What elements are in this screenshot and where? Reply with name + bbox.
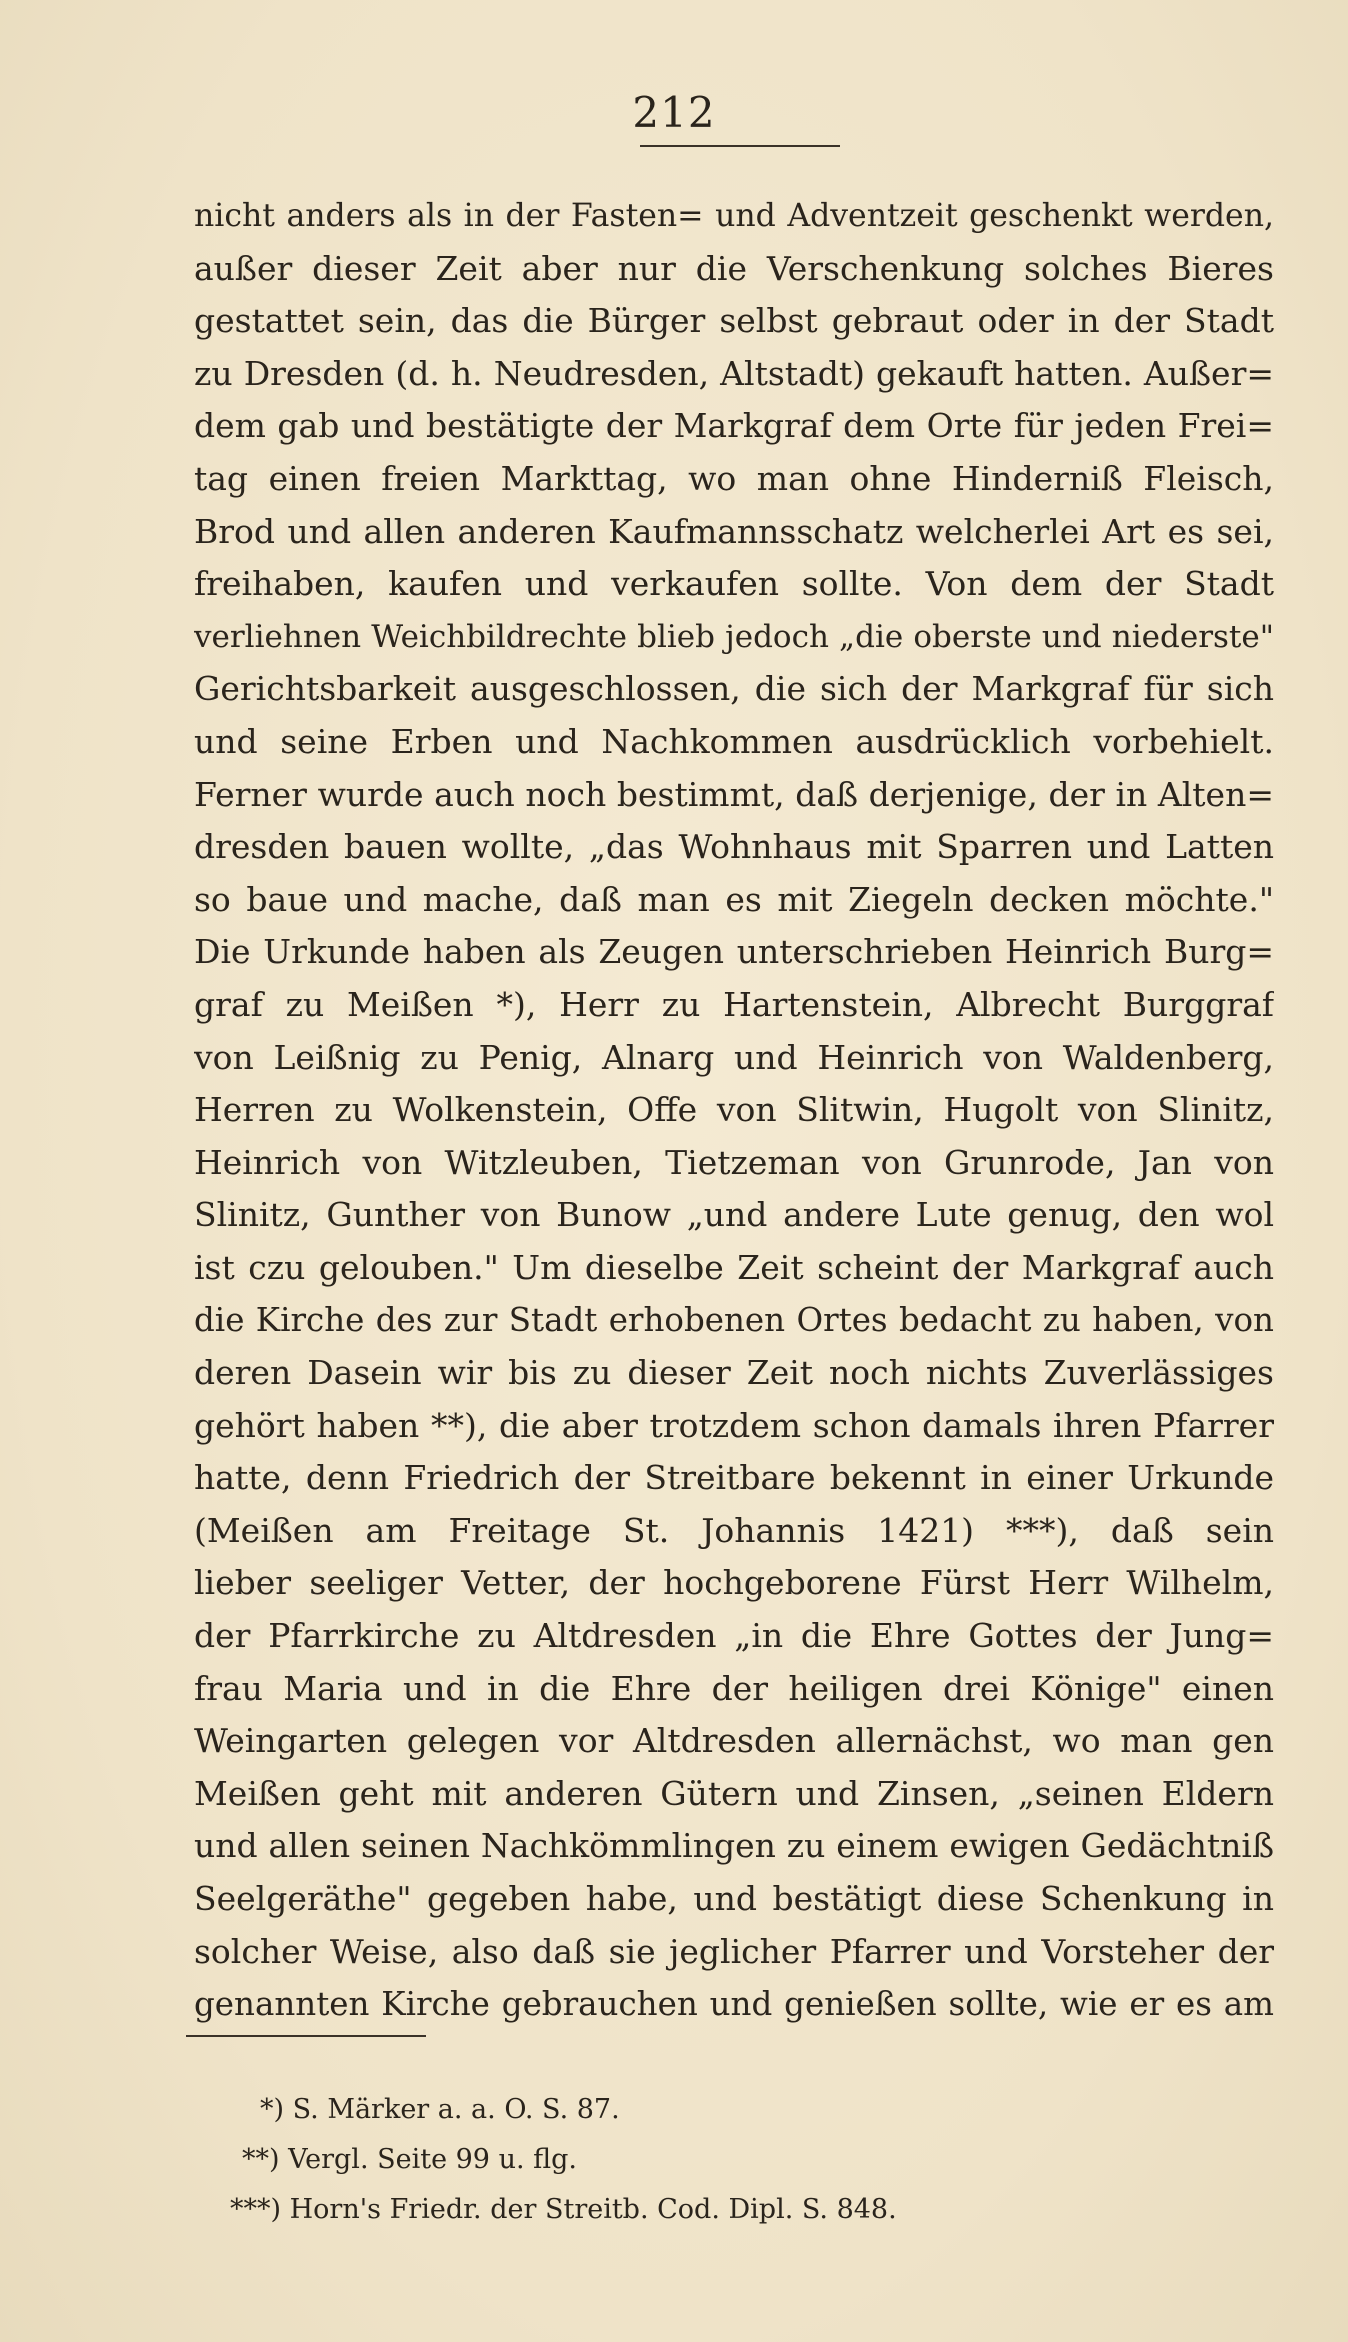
footnote-1: *) S. Märker a. a. O. S. 87. [260,2094,620,2125]
text-line: Ferner wurde auch noch bestimmt, daß derjenige, der in Alten= [194,774,1274,814]
text-line: frau Maria und in die Ehre der heiligen drei Könige" einen [194,1668,1274,1708]
text-line: lieber seeliger Vetter, der hochgeborene Fürst Herr Wilhelm, [194,1563,1274,1603]
text-line: Heinrich von Witzleuben, Tietzeman von Grunrode, Jan von [194,1142,1274,1182]
text-line: und allen seinen Nachkömmlingen zu einem ewigen Gedächtniß [194,1826,1274,1866]
text-line: ist czu gelouben." Um dieselbe Zeit scheint der Markgraf auch [194,1247,1274,1287]
text-line: hatte, denn Friedrich der Streitbare bekennt in einer Urkunde [194,1458,1274,1498]
body-text [194,190,1274,2031]
text-line: die Kirche des zur Stadt erhobenen Ortes bedacht zu haben, von [194,1301,1274,1340]
text-line: außer dieser Zeit aber nur die Verschenkung solches Bieres [194,248,1274,288]
text-line: verliehnen Weichbildrechte blieb jedoch „die oberste und niederste" [194,618,1274,655]
text-line: Weingarten gelegen vor Altdresden allernächst, wo man gen [194,1721,1274,1761]
text-line: so baue und mache, daß man es mit Ziegeln decken möchte." [194,879,1274,919]
text-line: (Meißen am Freitage St. Johannis 1421) ***), daß sein [194,1510,1274,1550]
footnote-2: **) Vergl. Seite 99 u. flg. [242,2144,577,2175]
text-line: Brod und allen anderen Kaufmannsschatz welcherlei Art es sei, [194,511,1274,551]
text-line: zu Dresden (d. h. Neudresden, Altstadt) gekauft hatten. Außer= [194,353,1274,393]
text-line: Slinitz, Gunther von Bunow „und andere Lute genug, den wol [194,1195,1274,1235]
header-rule [640,145,840,147]
text-line: deren Dasein wir bis zu dieser Zeit noch nichts Zuverlässiges [194,1353,1274,1393]
footnote-rule [186,2035,426,2037]
text-line: graf zu Meißen *), Herr zu Hartenstein, Albrecht Burggraf [194,984,1274,1024]
text-line: freihaben, kaufen und verkaufen sollte. Von dem der Stadt [194,564,1274,604]
text-line: von Leißnig zu Penig, Alnarg und Heinrich von Waldenberg, [194,1037,1274,1077]
text-line: Die Urkunde haben als Zeugen unterschrieben Heinrich Burg= [194,932,1274,972]
text-line: gehört haben **), die aber trotzdem schon damals ihren Pfarrer [194,1405,1274,1445]
text-line: nicht anders als in der Fasten= und Adventzeit geschenkt werden, [194,198,1274,234]
text-line: dresden bauen wollte, „das Wohnhaus mit Sparren und Latten [194,827,1274,867]
text-line: gestattet sein, das die Bürger selbst gebraut oder in der Stadt [194,301,1274,341]
text-line: dem gab und bestätigte der Markgraf dem Orte für jeden Frei= [194,406,1274,446]
text-line: solcher Weise, also daß sie jeglicher Pfarrer und Vorsteher der [194,1931,1274,1971]
text-line: und seine Erben und Nachkommen ausdrücklich vorbehielt. [194,721,1274,761]
text-line: Seelgeräthe" gegeben habe, und bestätigt diese Schenkung in [194,1879,1274,1918]
text-line: genannten Kirche gebrauchen und genießen sollte, wie er es am [194,1985,1274,2024]
text-line: Herren zu Wolkenstein, Offe von Slitwin, Hugolt von Slinitz, [194,1090,1274,1130]
text-line: der Pfarrkirche zu Altdresden „in die Ehre Gottes der Jung= [194,1616,1274,1656]
page-number: 212 [632,88,716,137]
footnote-3: ***) Horn's Friedr. der Streitb. Cod. Dipl. S. 848. [230,2194,897,2225]
footnotes [230,2085,1130,2235]
text-line: Gerichtsbarkeit ausgeschlossen, die sich der Markgraf für sich [194,669,1274,709]
text-line: Meißen geht mit anderen Gütern und Zinsen, „seinen Eldern [194,1773,1274,1813]
text-line: tag einen freien Markttag, wo man ohne Hinderniß Fleisch, [194,458,1274,498]
